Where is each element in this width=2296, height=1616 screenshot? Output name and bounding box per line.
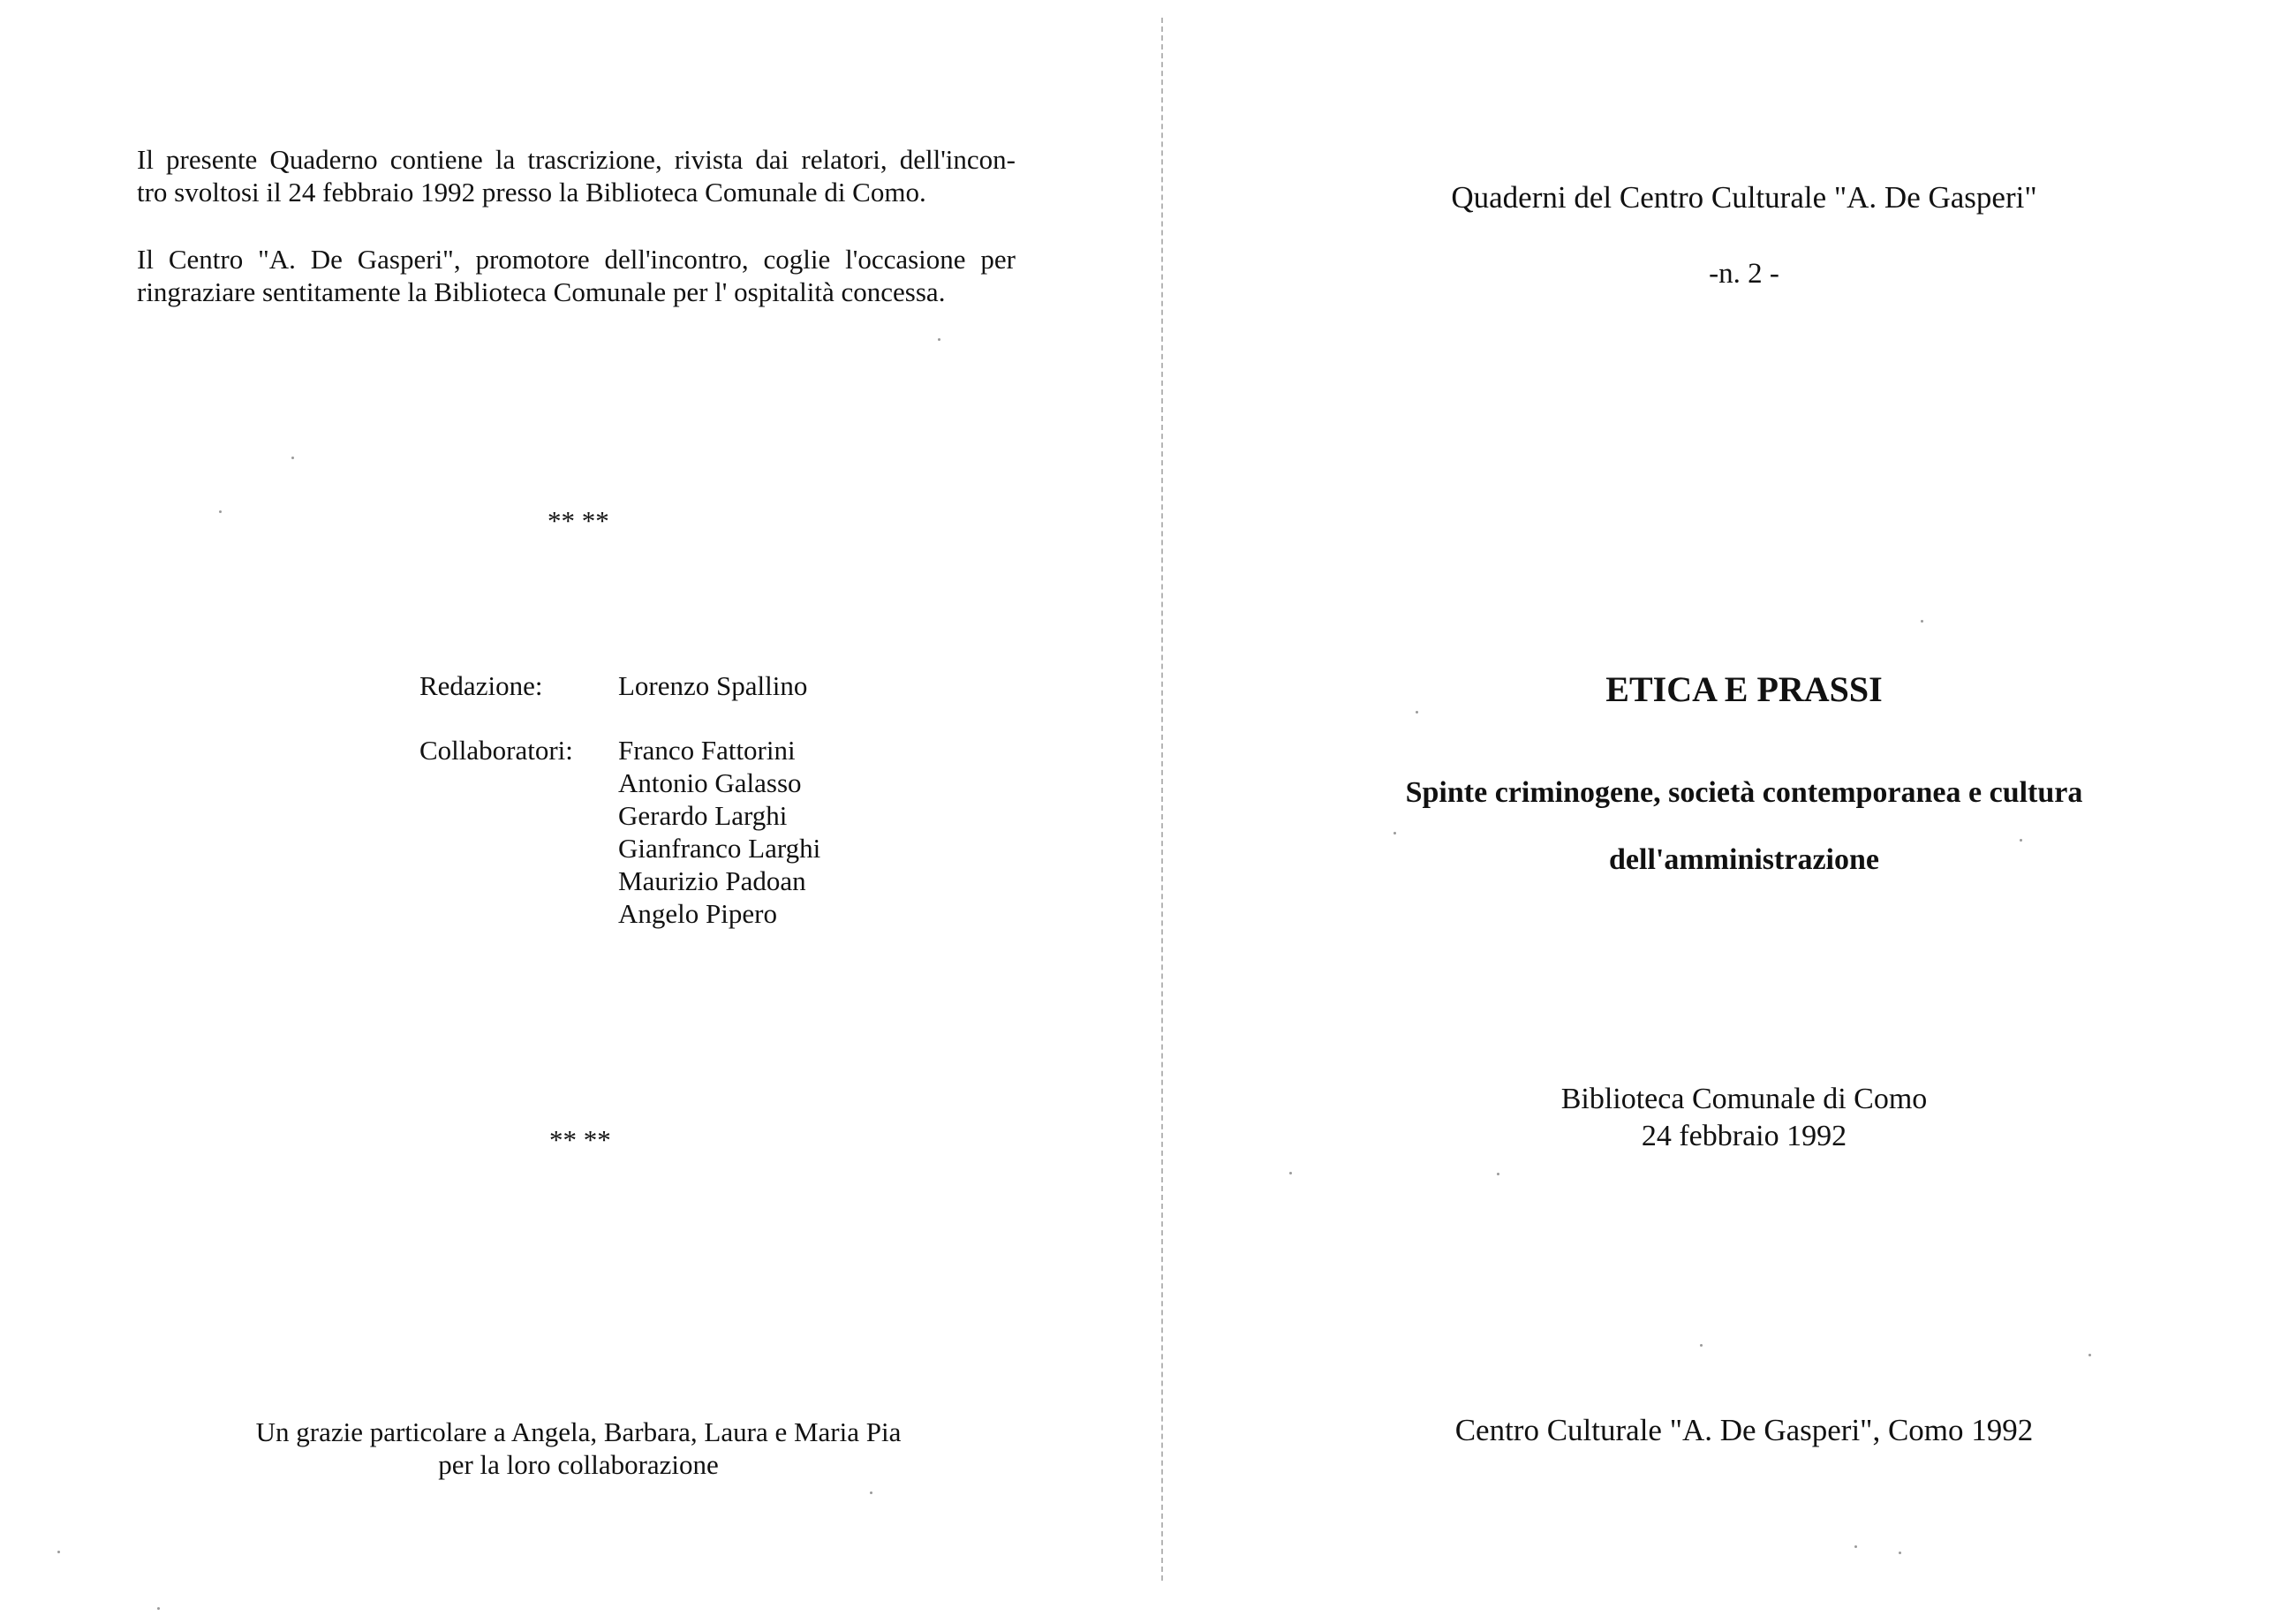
- scan-speck: [157, 1607, 160, 1610]
- event-venue: Biblioteca Comunale di Como: [1560, 1083, 1928, 1115]
- acknowledgement: [141, 1416, 1016, 1481]
- subtitle-line: dell'amministrazione: [1609, 843, 1879, 876]
- collaborator-name: Franco Fattorini: [618, 735, 796, 766]
- scan-speck: [1921, 620, 1923, 623]
- scan-speck: [1289, 1172, 1292, 1174]
- event-date: 24 febbraio 1992: [1641, 1120, 1847, 1152]
- scan-speck: [2020, 839, 2022, 842]
- collaborator-name: Antonio Galasso: [618, 767, 802, 798]
- page-fold-line: [1161, 18, 1163, 1581]
- redazione-label: Redazione:: [419, 670, 543, 701]
- scan-speck: [219, 510, 222, 513]
- collaboratori-list: [618, 734, 820, 930]
- acknowledgement-line: Un grazie particolare a Angela, Barbara, Laura e Maria Pia: [255, 1416, 902, 1447]
- collaborator-name: Maurizio Padoan: [618, 865, 806, 896]
- issue-number: -n. 2 -: [1709, 258, 1779, 290]
- thanks-library-line: ringraziare sentitamente la Biblioteca Comunale per l' ospitalità concessa.: [137, 276, 946, 307]
- section-separator: ** **: [549, 1124, 611, 1155]
- thanks-library-line: Il Centro "A. De Gasperi", promotore dell'incontro, coglie l'occasione per: [137, 244, 1016, 275]
- collaborator-name: Gianfranco Larghi: [618, 833, 821, 864]
- scan-speck: [291, 457, 294, 459]
- acknowledgement-line: per la loro collaborazione: [438, 1449, 719, 1480]
- scan-speck: [1497, 1173, 1499, 1175]
- intro-paragraph: [137, 143, 1016, 208]
- redazione-name: Lorenzo Spallino: [618, 670, 808, 701]
- subtitle-line: Spinte criminogene, società contemporanea e cultura: [1405, 776, 2083, 809]
- collaborator-name: Gerardo Larghi: [618, 800, 788, 831]
- intro-line: Il presente Quaderno contiene la trascrizione, rivista dai relatori, dell'incon-: [137, 144, 1016, 175]
- intro-line: tro svoltosi il 24 febbraio 1992 presso la Biblioteca Comunale di Como.: [137, 177, 926, 208]
- scan-speck: [2088, 1354, 2091, 1356]
- document-title: ETICA E PRASSI: [1605, 669, 1883, 709]
- section-separator: ** **: [548, 505, 609, 536]
- publisher-line: Centro Culturale "A. De Gasperi", Como 1992: [1454, 1413, 2034, 1447]
- event-info: [1280, 1081, 2208, 1155]
- collaborator-name: Angelo Pipero: [618, 898, 777, 929]
- scan-speck: [1854, 1545, 1857, 1548]
- collaboratori-label: Collaboratori:: [419, 735, 573, 766]
- scan-speck: [57, 1551, 60, 1553]
- scan-speck: [938, 338, 940, 341]
- scan-speck: [1393, 832, 1396, 834]
- scan-speck: [870, 1491, 872, 1494]
- thanks-library-paragraph: [137, 243, 1016, 308]
- scan-speck: [1899, 1552, 1901, 1554]
- scan-speck: [1700, 1344, 1703, 1347]
- series-title: Quaderni del Centro Culturale "A. De Gasperi": [1451, 180, 2037, 215]
- scan-speck: [1416, 711, 1418, 714]
